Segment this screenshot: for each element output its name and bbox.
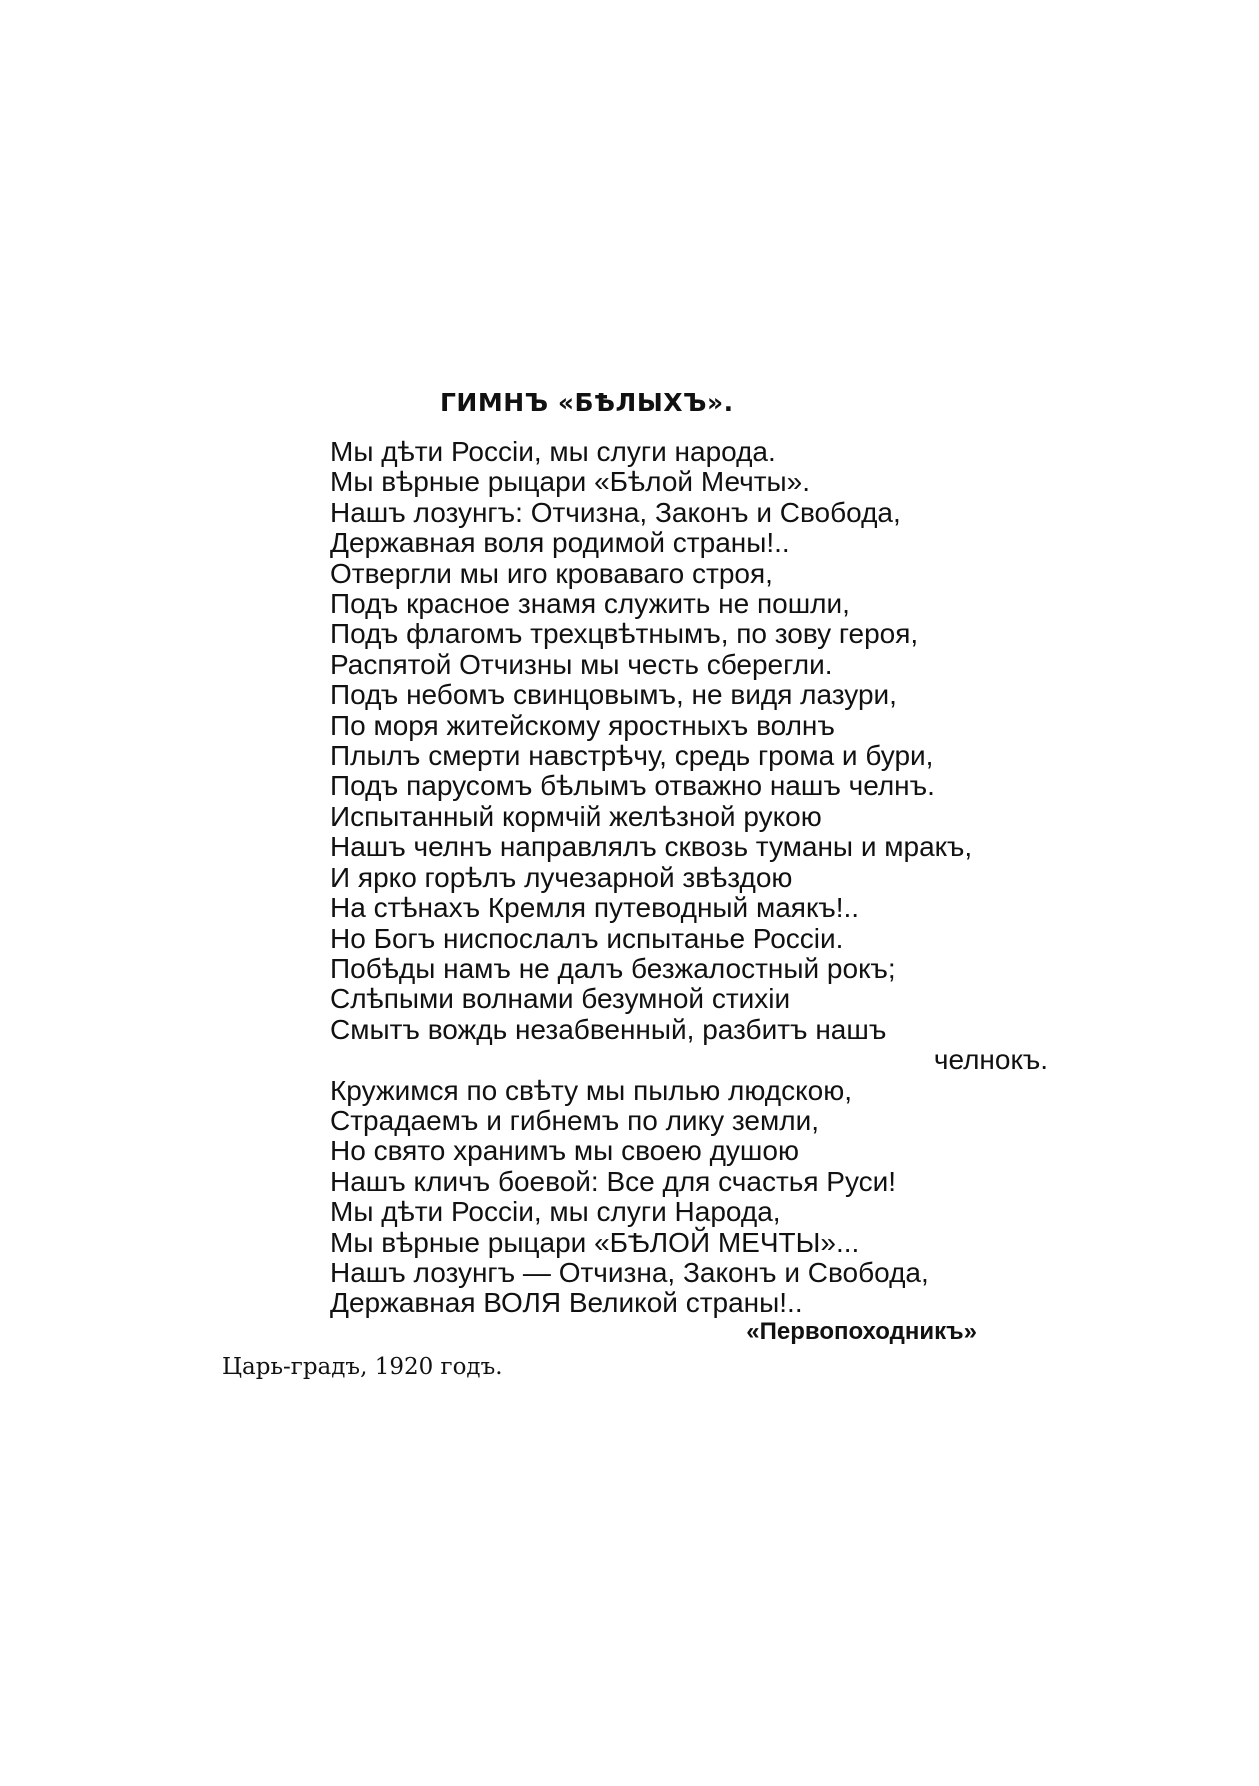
poem-line: Нашъ челнъ направлялъ сквозь туманы и мракъ,: [330, 831, 973, 863]
poem-line: Но Богъ ниспослалъ испытанье Россiи.: [330, 922, 844, 954]
poem-line: Нашъ лозунгъ: Отчизна, Законъ и Свобода,: [330, 496, 901, 528]
poem-line: И ярко горѣлъ лучезарной звѣздою: [330, 861, 793, 893]
poem-line: Мы дѣти Россiи, мы слуги народа.: [330, 436, 776, 467]
poem-line: Подъ флагомъ трехцвѣтнымъ, по зову героя,: [330, 618, 919, 650]
poem-line: Побѣды намъ не далъ безжалостный рокъ;: [330, 952, 896, 984]
poem-line: Державная воля родимой страны!..: [330, 527, 790, 559]
poem-line: Смытъ вождь незабвенный, разбитъ нашъ: [330, 1013, 887, 1045]
author-signature: «Первопоходникъ»: [746, 1318, 977, 1345]
poem-line: Нашъ кличъ боевой: Все для счастья Руси!: [330, 1165, 897, 1197]
poem-line: Нашъ лозунгъ — Отчизна, Законъ и Свобода,: [330, 1256, 929, 1288]
poem-title: ГИМНЪ «БѢЛЫХЪ».: [440, 388, 734, 417]
poem-line: По моря житейскому яростныхъ волнъ: [330, 709, 835, 741]
poem-text: [330, 437, 1050, 1319]
poem-line: Плылъ смерти навстрѣчу, средь грома и бури,: [330, 740, 934, 772]
poem-line: Подъ небомъ свинцовымъ, не видя лазури,: [330, 679, 897, 711]
poem-line: Распятой Отчизны мы честь сберегли.: [330, 648, 833, 680]
poem-line-continuation: челнокъ.: [933, 1044, 1048, 1076]
poem-line: Державная ВОЛЯ Великой страны!..: [330, 1287, 803, 1319]
place-and-date: Царь-градъ, 1920 годъ.: [222, 1354, 503, 1380]
poem-line: Мы вѣрные рыцари «БѢЛОЙ МЕЧТЫ»...: [330, 1226, 860, 1258]
poem-line: Страдаемъ и гибнемъ по лику земли,: [330, 1104, 820, 1136]
poem-line: Мы вѣрные рыцари «Бѣлой Мечты».: [330, 466, 810, 498]
poem-line: Слѣпыми волнами безумной стихiи: [330, 983, 791, 1015]
poem-line: Мы дѣти Россiи, мы слуги Народа,: [330, 1196, 781, 1228]
poem-line: Подъ красное знамя служить не пошли,: [330, 588, 850, 620]
poem-line: Кружимся по свѣту мы пылью людскою,: [330, 1074, 853, 1106]
poem-line: На стѣнахъ Кремля путеводный маякъ!..: [330, 892, 860, 924]
poem-line: Но свято хранимъ мы своею душою: [330, 1135, 799, 1167]
poem-line: Отвергли мы иго кроваваго строя,: [330, 557, 773, 589]
poem-line: Испытанный кормчiй желѣзной рукою: [330, 800, 822, 832]
poem-line: Подъ парусомъ бѣлымъ отважно нашъ челнъ.: [330, 770, 935, 802]
